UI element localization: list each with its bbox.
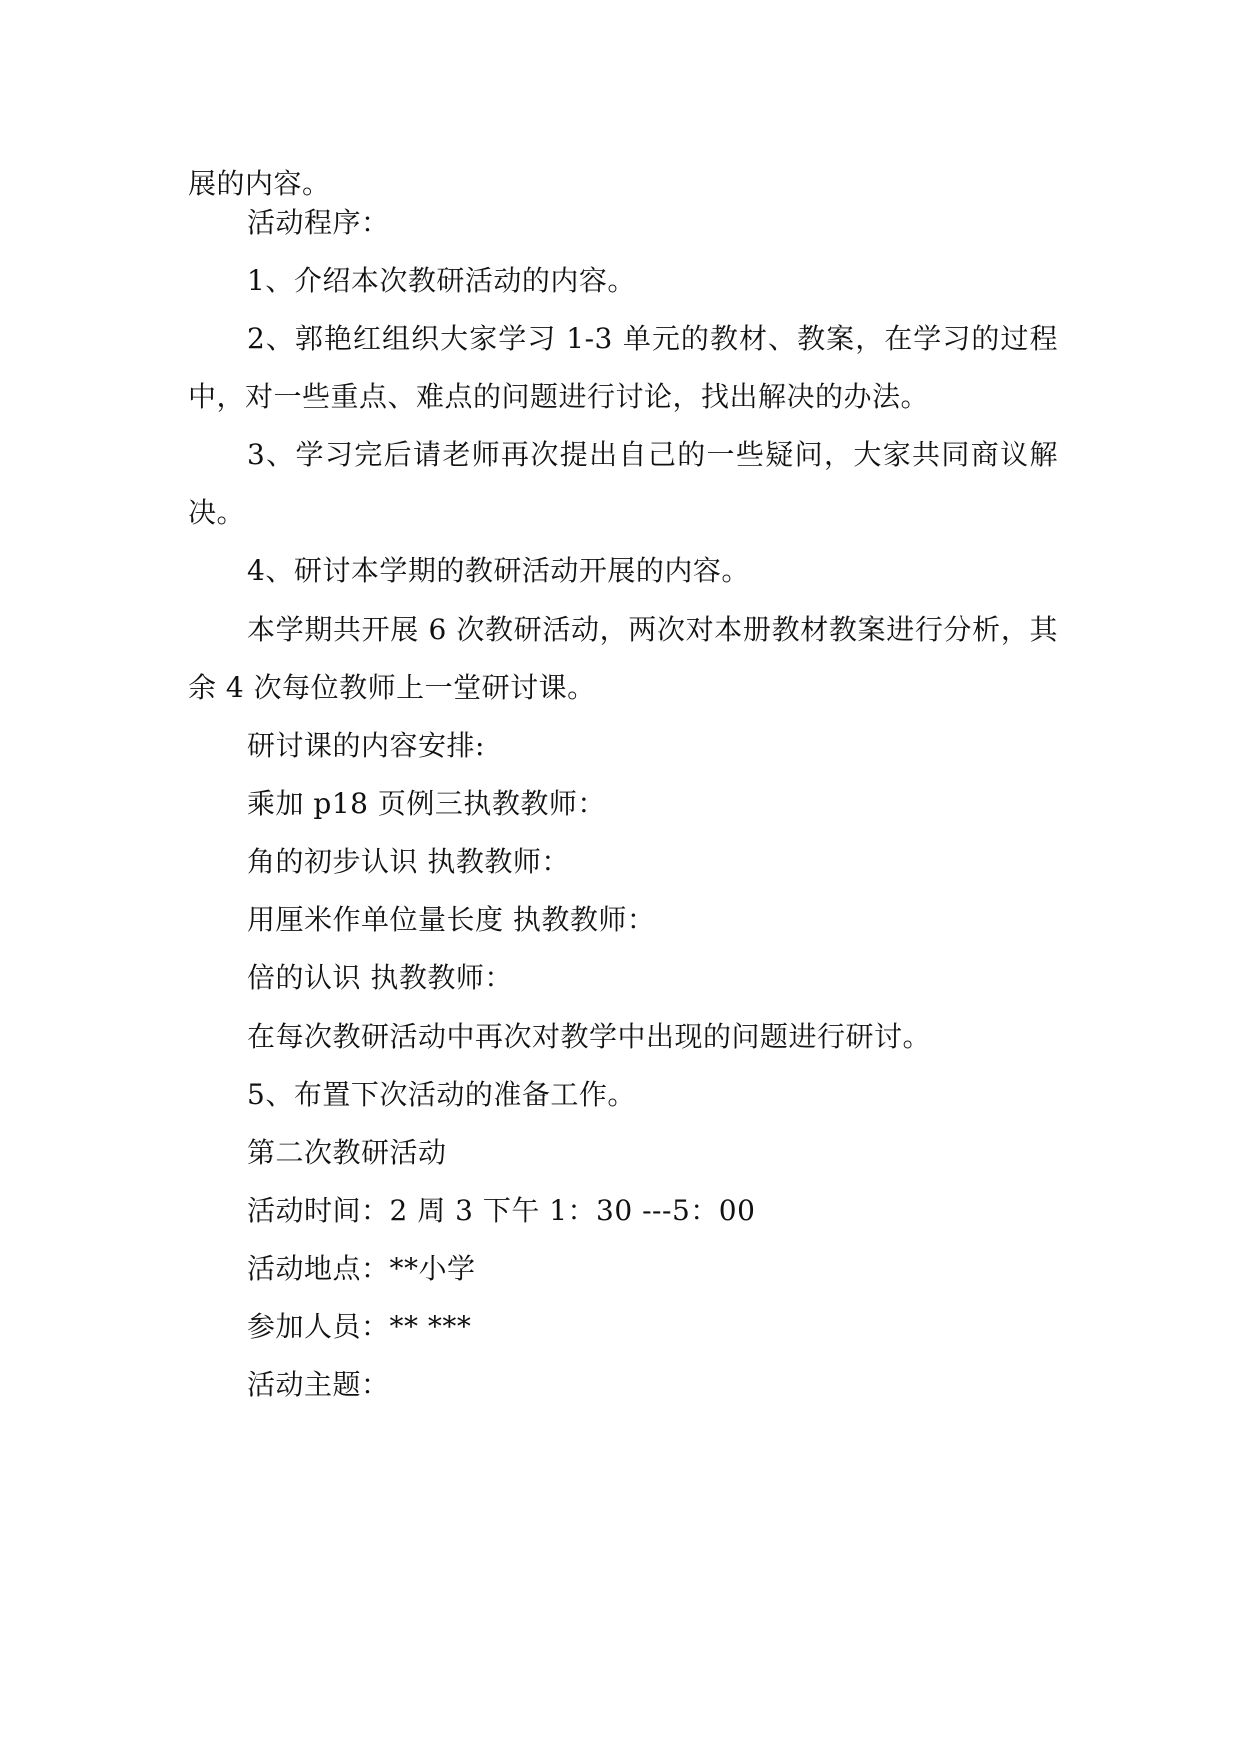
list-item: 1、介绍本次教研活动的内容。 [247,264,636,297]
list-item: 4、研讨本学期的教研活动开展的内容。 [247,554,750,587]
section-heading-second-activity: 第二次教研活动 [247,1136,447,1169]
text-line: 余 4 次每位教师上一堂研讨课。 [188,671,596,704]
activity-location: 活动地点：**小学 [247,1252,476,1285]
text-line: 在每次教研活动中再次对教学中出现的问题进行研讨。 [247,1020,932,1053]
activity-participants: 参加人员：** *** [247,1310,472,1343]
section-heading-schedule: 研讨课的内容安排: [247,729,485,762]
list-item: 3、学习完后请老师再次提出自己的一些疑问，大家共同商议解 [247,438,1058,471]
lesson-item: 乘加 p18 页例三执教教师： [247,787,606,820]
list-item: 5、布置下次活动的准备工作。 [247,1078,636,1111]
lesson-item: 用厘米作单位量长度 执教教师： [247,903,656,936]
list-item: 2、郭艳红组织大家学习 1-3 单元的教材、教案，在学习的过程 [247,322,1058,355]
activity-theme: 活动主题： [247,1368,390,1401]
section-heading-procedure: 活动程序： [247,206,390,239]
lesson-item: 角的初步认识 执教教师： [247,845,570,878]
activity-time: 活动时间：2 周 3 下午 1：30 ---5：00 [247,1194,756,1227]
text-line: 本学期共开展 6 次教研活动，两次对本册教材教案进行分析，其 [247,613,1058,646]
text-line: 中，对一些重点、难点的问题进行讨论，找出解决的办法。 [188,380,930,413]
text-line: 展的内容。 [188,167,331,200]
lesson-item: 倍的认识 执教教师： [247,961,513,994]
text-line: 决。 [188,496,246,529]
